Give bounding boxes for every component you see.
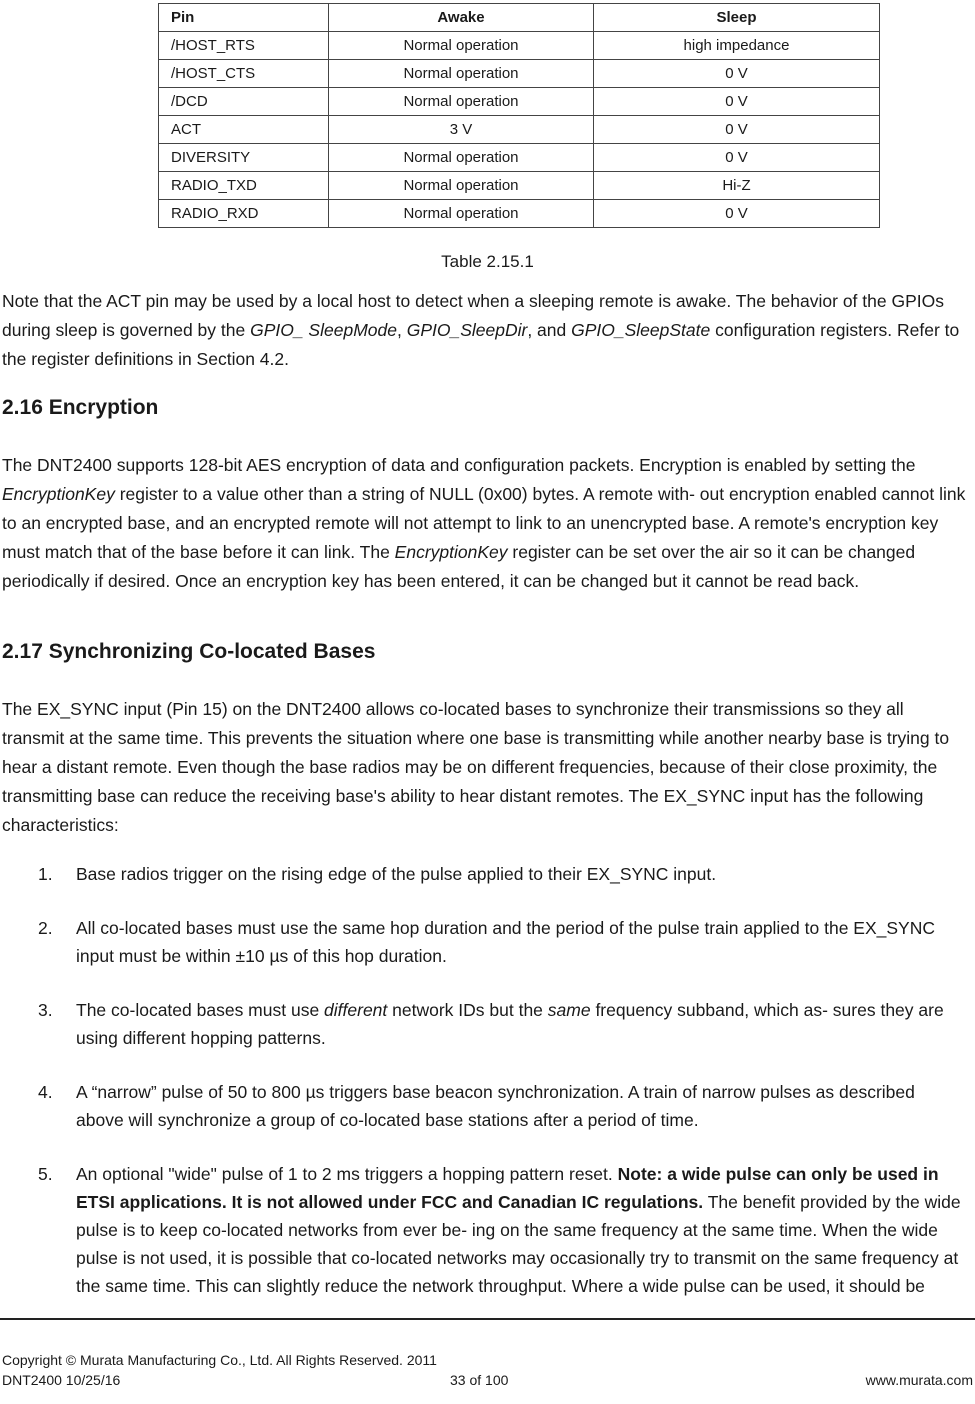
- text-run: register to a value other than a string of NULL (0x00) bytes. A remote with- out encryption enabled cannot link to an encrypted base, and an encrypted remote will not attempt to link to an unencrypted base. A remote's encryption key must match that of the base before it can link. The: [2, 484, 966, 562]
- list-number: 2.: [38, 918, 53, 938]
- list-text: An optional "wide" pulse of 1 to 2 ms triggers a hopping pattern reset.: [76, 1164, 618, 1184]
- bold-note: Note: a wide pulse can only be used in ETSI applications. It is not allowed under FCC and Canadian IC regulations.: [76, 1164, 939, 1212]
- encryption-paragraph: [2, 451, 967, 596]
- gpio-note-paragraph: [2, 287, 967, 374]
- table-cell: Normal operation: [329, 200, 594, 228]
- list-item: [2, 860, 967, 888]
- table-cell: DIVERSITY: [159, 144, 329, 172]
- pin-state-table: [158, 3, 880, 228]
- footer-copyright: Copyright © Murata Manufacturing Co., Ltd. All Rights Reserved. 2011: [2, 1352, 437, 1368]
- table-cell: 3 V: [329, 116, 594, 144]
- table-row: [159, 116, 880, 144]
- list-item: [2, 1160, 967, 1300]
- text-run: , and: [527, 320, 572, 340]
- table-cell: Hi-Z: [594, 172, 880, 200]
- table-cell: 0 V: [594, 60, 880, 88]
- sync-characteristics-list: [2, 860, 967, 1300]
- emphasis: same: [547, 1000, 591, 1020]
- list-item: [2, 1078, 967, 1134]
- header-sleep: Sleep: [594, 4, 880, 32]
- text-run: Note that the ACT pin may be used by a local host to detect when a sleeping remote is awake. The behavior of the GPIOs during sleep is governed by the: [2, 291, 944, 340]
- sync-intro-paragraph: The EX_SYNC input (Pin 15) on the DNT2400 allows co-located bases to synchronize their transmissions so they all transmit at the same time. This prevents the situation where one base is transmitting while another nearby base is trying to hear a distant remote. Even though the base radios may be on different frequencies, because of their close proximity, the transmitting base can reduce the receiving base's ability to hear distant remotes. The EX_SYNC input has the following characteristics:: [2, 699, 950, 835]
- table-cell: 0 V: [594, 144, 880, 172]
- table-cell: /HOST_RTS: [159, 32, 329, 60]
- table-cell: high impedance: [594, 32, 880, 60]
- list-number: 3.: [38, 1000, 53, 1020]
- list-text: The benefit provided by the wide pulse is to keep co-located networks from ever be- ing on the same frequency at the same time. When the wide pulse is not used, it is possible that co-located networks may occasionally try to transmit on the same frequency at the same time. This can slightly reduce the network throughput. Where a wide pulse can be used, it should be: [76, 1192, 961, 1296]
- header-awake: Awake: [329, 4, 594, 32]
- list-text: network IDs but the: [387, 1000, 548, 1020]
- section-heading-sync: 2.17 Synchronizing Co-located Bases: [2, 640, 376, 663]
- table-cell: /HOST_CTS: [159, 60, 329, 88]
- table-cell: Normal operation: [329, 60, 594, 88]
- list-text: frequency subband, which as- sures they are using different hopping patterns.: [76, 1000, 944, 1048]
- list-item: [2, 914, 967, 970]
- register-name: EncryptionKey: [394, 542, 508, 562]
- table-cell: Normal operation: [329, 88, 594, 116]
- list-text: A “narrow” pulse of 50 to 800 µs triggers base beacon synchronization. A train of narrow pulses as described above will synchronize a group of co-located base stations after a period of time.: [76, 1082, 915, 1130]
- list-item: [2, 996, 967, 1052]
- table-cell: Normal operation: [329, 144, 594, 172]
- table-cell: Normal operation: [329, 172, 594, 200]
- table-row: [159, 172, 880, 200]
- register-name: GPIO_SleepDir: [406, 320, 528, 340]
- table-cell: ACT: [159, 116, 329, 144]
- table-cell: 0 V: [594, 200, 880, 228]
- register-name: EncryptionKey: [2, 484, 115, 504]
- section-heading-encryption: 2.16 Encryption: [2, 396, 159, 419]
- table-cell: RADIO_TXD: [159, 172, 329, 200]
- footer-divider: [0, 1318, 975, 1320]
- footer-page-number: 33 of 100: [450, 1372, 509, 1388]
- list-number: 4.: [38, 1082, 53, 1102]
- list-text: Base radios trigger on the rising edge of the pulse applied to their EX_SYNC input.: [76, 864, 717, 884]
- list-number: 5.: [38, 1164, 53, 1184]
- register-name: GPIO_SleepState: [571, 320, 711, 340]
- table-cell: 0 V: [594, 116, 880, 144]
- table-row: [159, 60, 880, 88]
- table-row: [159, 200, 880, 228]
- emphasis: different: [324, 1000, 388, 1020]
- table-row: [159, 88, 880, 116]
- table-row: [159, 32, 880, 60]
- text-run: configuration registers. Refer to the register definitions in Section 4.2.: [2, 320, 960, 369]
- table-caption: Table 2.15.1: [441, 252, 534, 271]
- table-row: [159, 144, 880, 172]
- table-cell: RADIO_RXD: [159, 200, 329, 228]
- list-text: The co-located bases must use: [76, 1000, 325, 1020]
- list-text: All co-located bases must use the same hop duration and the period of the pulse train applied to the EX_SYNC input must be within ±10 µs of this hop duration.: [76, 918, 935, 966]
- list-number: 1.: [38, 864, 53, 884]
- table-header-row: [159, 4, 880, 32]
- register-name: GPIO_ SleepMode: [250, 320, 397, 340]
- footer-url[interactable]: www.murata.com: [865, 1372, 973, 1388]
- header-pin: Pin: [159, 4, 329, 32]
- table-cell: /DCD: [159, 88, 329, 116]
- text-run: The DNT2400 supports 128-bit AES encryption of data and configuration packets. Encryption is enabled by setting the: [2, 455, 916, 475]
- table-cell: Normal operation: [329, 32, 594, 60]
- text-run: ,: [396, 320, 407, 340]
- text-run: register can be set over the air so it can be changed periodically if desired. Once an encryption key has been entered, it can be changed but it cannot be read back.: [2, 542, 916, 591]
- table-cell: 0 V: [594, 88, 880, 116]
- footer-doc-id: DNT2400 10/25/16: [2, 1372, 121, 1388]
